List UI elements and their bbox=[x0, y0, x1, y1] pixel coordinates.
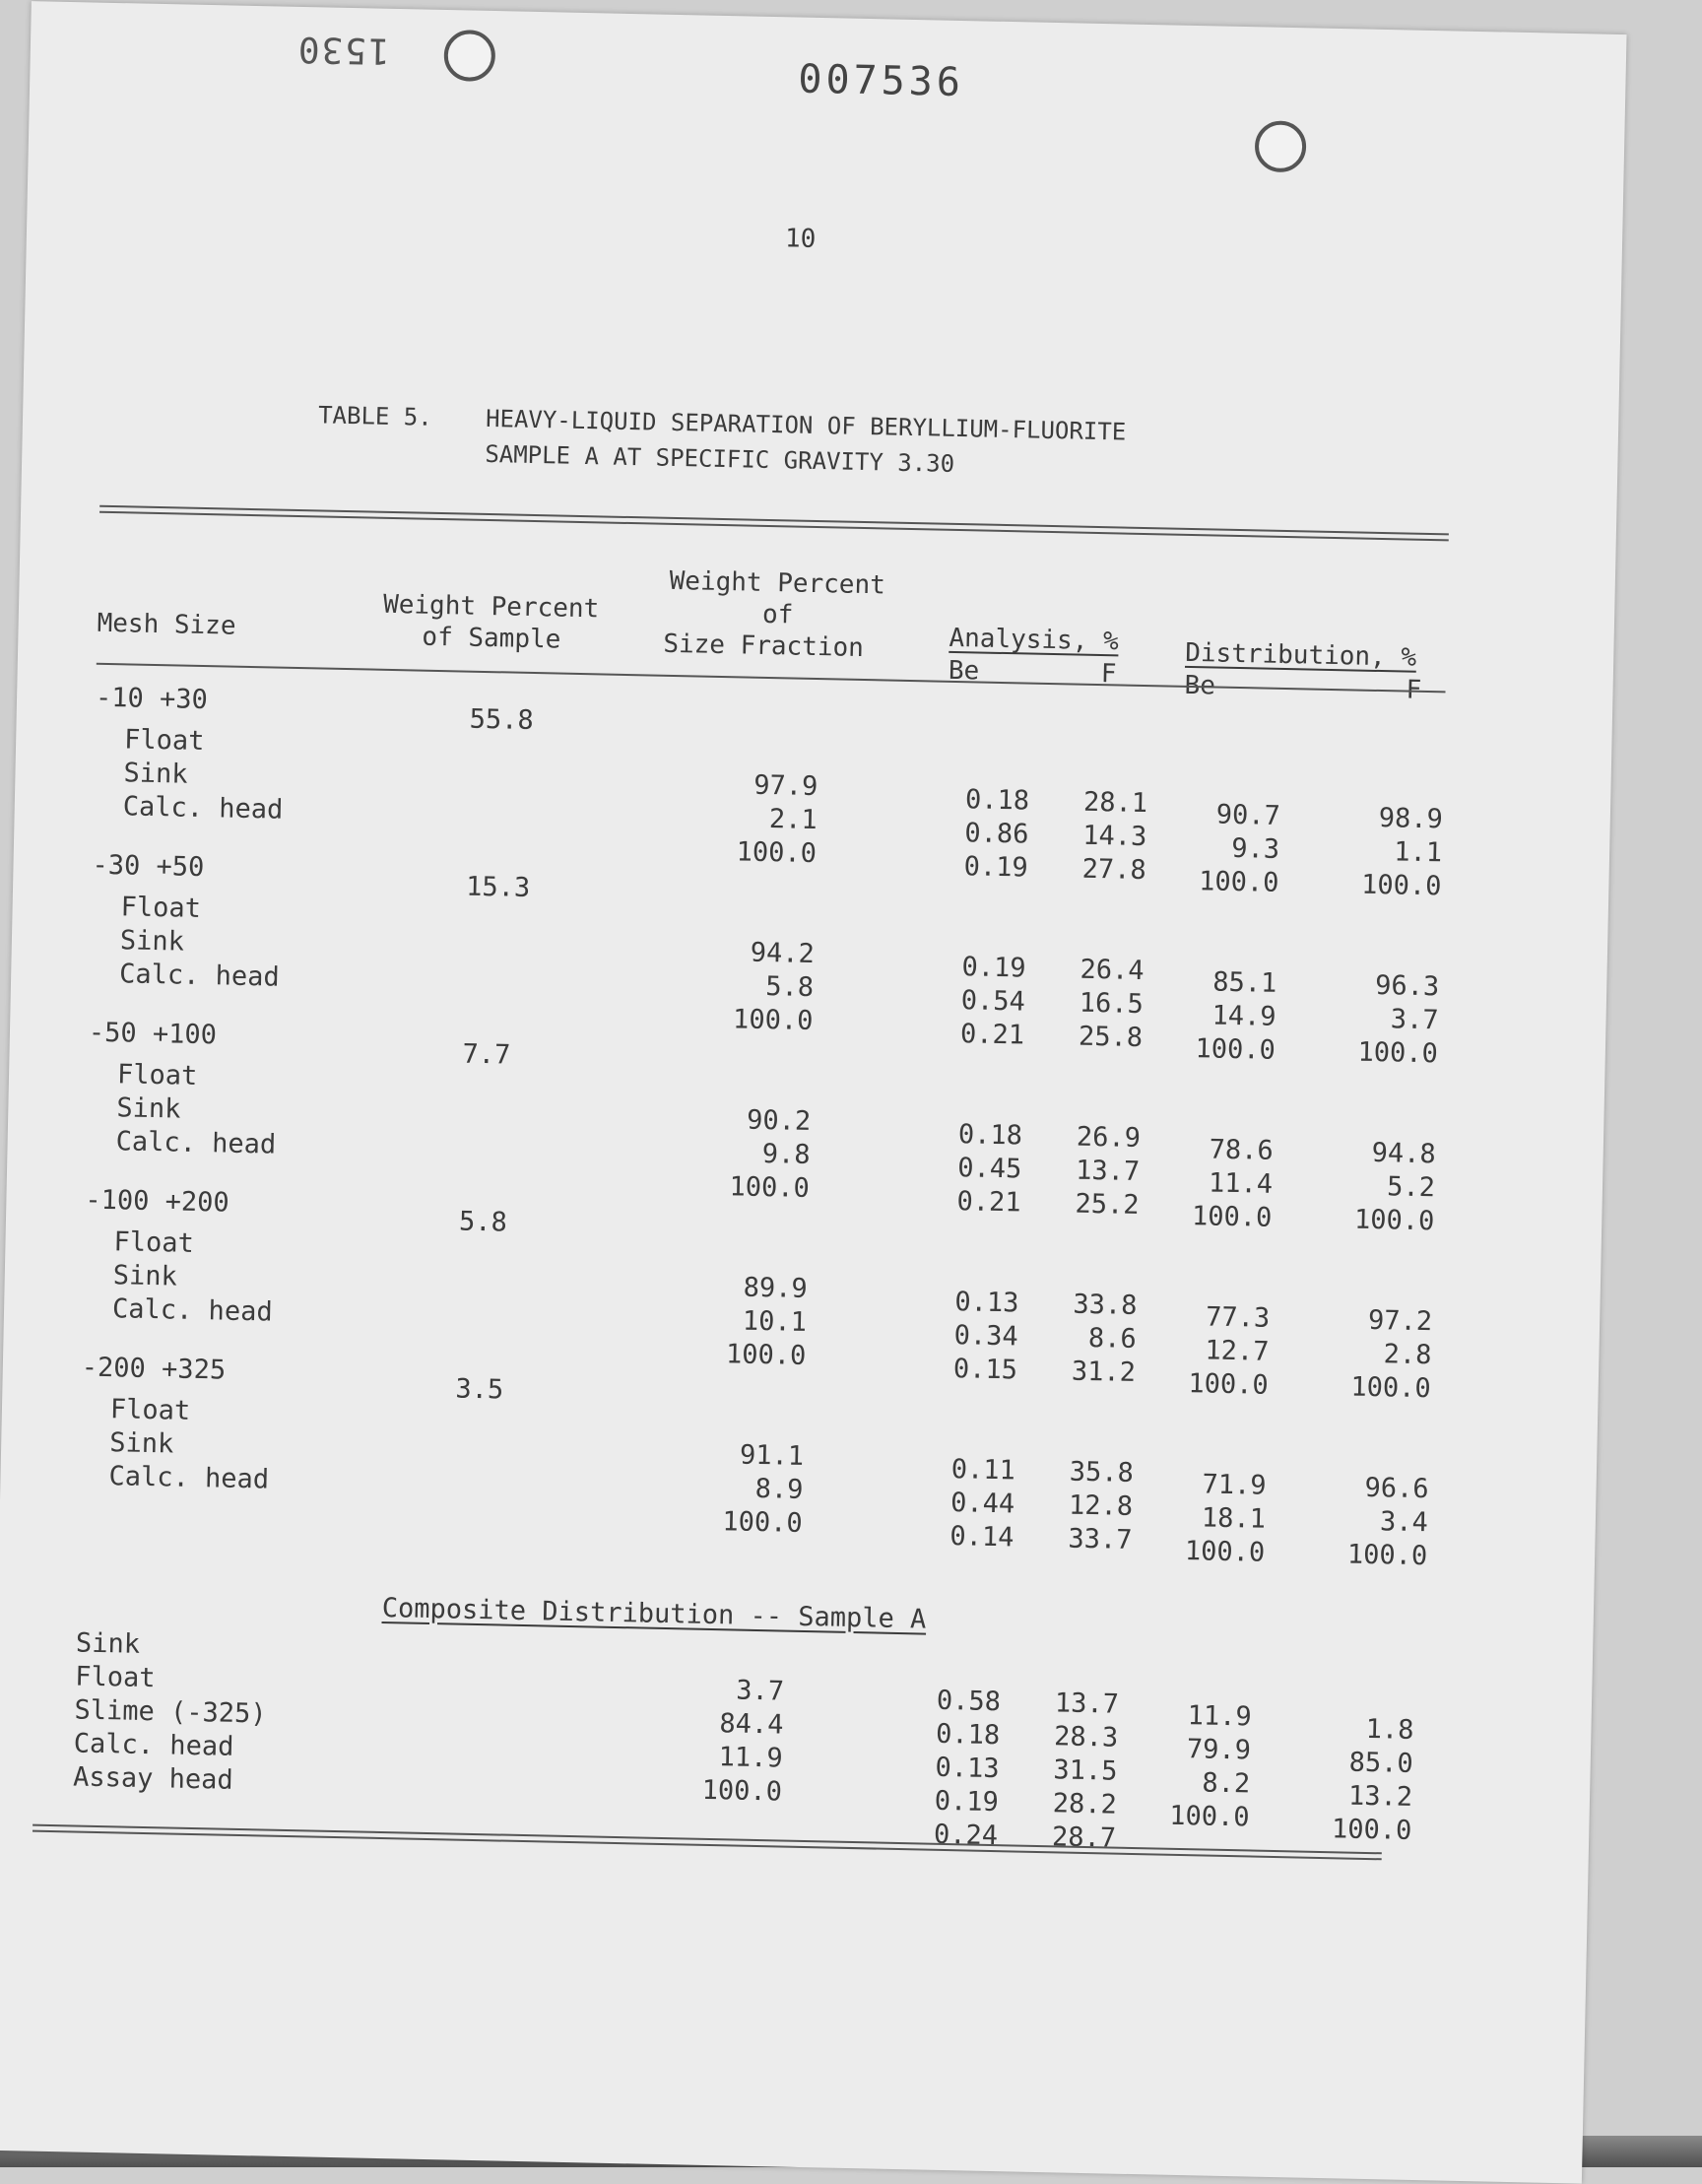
punch-hole-icon bbox=[1255, 120, 1307, 172]
weight-percent-fraction: 90.2 bbox=[746, 1104, 812, 1137]
col-header-distribution-be: Be bbox=[1184, 670, 1216, 701]
col-header-wpf-2: of bbox=[761, 599, 794, 630]
mesh-size-label: -50 +100 bbox=[88, 1017, 218, 1051]
distribution-f: 2.8 bbox=[1383, 1339, 1432, 1371]
analysis-f: 28.1 bbox=[1082, 786, 1148, 820]
analysis-f: 13.7 bbox=[1075, 1155, 1141, 1188]
weight-percent-fraction: 9.8 bbox=[761, 1138, 811, 1170]
top-rule bbox=[99, 505, 1449, 536]
mesh-size-label: -10 +30 bbox=[95, 682, 209, 716]
composite-label: Assay head bbox=[72, 1761, 233, 1796]
distribution-be: 71.9 bbox=[1202, 1469, 1267, 1501]
weight-percent-fraction: 8.9 bbox=[754, 1473, 804, 1505]
composite-title: Composite Distribution -- Sample A bbox=[381, 1592, 927, 1635]
fraction-label: Float bbox=[116, 1059, 198, 1092]
distribution-be: 77.3 bbox=[1205, 1301, 1271, 1334]
analysis-be: 0.54 bbox=[960, 985, 1026, 1018]
bottom-rule bbox=[33, 1830, 1382, 1861]
composite-distribution-be: 11.9 bbox=[1187, 1700, 1253, 1733]
weight-percent-sample: 7.7 bbox=[462, 1038, 511, 1071]
composite-analysis-f: 28.7 bbox=[1051, 1821, 1117, 1854]
composite-label: Sink bbox=[75, 1627, 141, 1660]
composite-distribution-f: 100.0 bbox=[1331, 1814, 1412, 1846]
distribution-f: 100.0 bbox=[1353, 1204, 1435, 1237]
distribution-be: 100.0 bbox=[1195, 1033, 1276, 1066]
analysis-f: 35.8 bbox=[1069, 1456, 1135, 1489]
composite-distribution-f: 1.8 bbox=[1365, 1713, 1414, 1746]
analysis-be: 0.44 bbox=[949, 1488, 1015, 1520]
col-header-analysis-f: F bbox=[1100, 659, 1117, 690]
composite-weight-percent: 84.4 bbox=[719, 1708, 784, 1741]
col-header-wpf-1: Weight Percent bbox=[669, 565, 886, 601]
analysis-f: 33.8 bbox=[1073, 1289, 1138, 1321]
analysis-f: 8.6 bbox=[1087, 1322, 1138, 1355]
analysis-be: 0.86 bbox=[964, 818, 1029, 850]
col-header-mesh: Mesh Size bbox=[97, 608, 236, 641]
analysis-f: 26.4 bbox=[1080, 954, 1145, 987]
table-title-line1: HEAVY-LIQUID SEPARATION OF BERYLLIUM-FLUORITE bbox=[485, 404, 1127, 446]
analysis-be: 0.14 bbox=[949, 1521, 1015, 1554]
distribution-f: 100.0 bbox=[1360, 869, 1442, 902]
weight-percent-fraction: 100.0 bbox=[736, 836, 818, 870]
fraction-label: Float bbox=[109, 1394, 191, 1426]
composite-analysis-be: 0.24 bbox=[933, 1819, 999, 1852]
weight-percent-fraction: 97.9 bbox=[753, 769, 818, 803]
distribution-f: 94.8 bbox=[1371, 1137, 1437, 1170]
composite-label: Calc. head bbox=[73, 1728, 234, 1762]
mesh-size-label: -30 +50 bbox=[92, 849, 205, 884]
document-page bbox=[0, 1, 1627, 2183]
weight-percent-fraction: 94.2 bbox=[750, 937, 816, 970]
col-header-distribution-f: F bbox=[1406, 675, 1422, 705]
analysis-f: 12.8 bbox=[1068, 1489, 1134, 1522]
composite-analysis-be: 0.19 bbox=[934, 1785, 1000, 1819]
distribution-f: 100.0 bbox=[1357, 1036, 1439, 1070]
composite-label: Slime (-325) bbox=[74, 1694, 267, 1730]
distribution-be: 90.7 bbox=[1215, 799, 1281, 831]
distribution-be: 9.3 bbox=[1231, 832, 1280, 865]
analysis-be: 0.34 bbox=[953, 1320, 1019, 1353]
composite-distribution-be: 8.2 bbox=[1202, 1767, 1251, 1800]
col-header-wps-1: Weight Percent bbox=[382, 589, 600, 625]
page-number: 10 bbox=[784, 224, 817, 254]
analysis-f: 26.9 bbox=[1076, 1121, 1142, 1155]
composite-label: Float bbox=[74, 1661, 156, 1694]
table-label: TABLE 5. bbox=[317, 401, 433, 431]
weight-percent-sample: 5.8 bbox=[458, 1206, 508, 1238]
weight-percent-fraction: 89.9 bbox=[743, 1272, 809, 1304]
analysis-f: 25.8 bbox=[1078, 1021, 1144, 1054]
analysis-be: 0.13 bbox=[954, 1287, 1019, 1319]
mesh-size-label: -100 +200 bbox=[85, 1184, 230, 1219]
fraction-label: Sink bbox=[108, 1427, 174, 1460]
fraction-label: Calc. head bbox=[115, 1126, 277, 1160]
fraction-label: Float bbox=[120, 892, 202, 924]
fraction-label: Sink bbox=[123, 758, 188, 790]
distribution-f: 97.2 bbox=[1367, 1304, 1433, 1338]
distribution-be: 100.0 bbox=[1184, 1536, 1266, 1568]
distribution-f: 100.0 bbox=[1346, 1539, 1428, 1572]
distribution-f: 5.2 bbox=[1386, 1171, 1436, 1204]
weight-percent-fraction: 100.0 bbox=[725, 1339, 807, 1371]
fraction-label: Calc. head bbox=[122, 791, 284, 826]
weight-percent-sample: 3.5 bbox=[455, 1373, 504, 1406]
fraction-label: Float bbox=[113, 1226, 195, 1259]
distribution-be: 78.6 bbox=[1209, 1134, 1275, 1166]
analysis-f: 25.2 bbox=[1075, 1188, 1140, 1221]
distribution-f: 96.3 bbox=[1374, 969, 1440, 1003]
weight-percent-sample: 55.8 bbox=[469, 703, 535, 737]
distribution-f: 98.9 bbox=[1378, 803, 1444, 835]
fraction-label: Sink bbox=[112, 1260, 178, 1292]
analysis-be: 0.19 bbox=[963, 851, 1029, 884]
composite-analysis-f: 13.7 bbox=[1054, 1688, 1120, 1720]
distribution-be: 85.1 bbox=[1211, 966, 1277, 999]
distribution-f: 3.7 bbox=[1390, 1004, 1439, 1036]
col-header-distribution: Distribution, % bbox=[1184, 637, 1417, 673]
analysis-be: 0.18 bbox=[964, 784, 1030, 817]
weight-percent-fraction: 10.1 bbox=[742, 1305, 808, 1338]
analysis-f: 14.3 bbox=[1082, 820, 1147, 853]
analysis-be: 0.18 bbox=[957, 1119, 1023, 1152]
composite-distribution-f: 13.2 bbox=[1347, 1780, 1413, 1813]
composite-analysis-f: 31.5 bbox=[1053, 1754, 1118, 1787]
composite-weight-percent: 11.9 bbox=[718, 1742, 784, 1774]
analysis-f: 16.5 bbox=[1079, 987, 1145, 1021]
weight-percent-fraction: 5.8 bbox=[764, 971, 815, 1004]
composite-distribution-be: 79.9 bbox=[1186, 1734, 1252, 1766]
composite-distribution-f: 85.0 bbox=[1348, 1747, 1414, 1779]
weight-percent-fraction: 100.0 bbox=[722, 1506, 804, 1539]
distribution-f: 100.0 bbox=[1350, 1371, 1432, 1405]
distribution-be: 100.0 bbox=[1188, 1368, 1270, 1401]
distribution-be: 14.9 bbox=[1211, 1000, 1276, 1032]
document-number-stamp: 007536 bbox=[797, 56, 965, 106]
analysis-f: 31.2 bbox=[1071, 1356, 1137, 1388]
distribution-be: 100.0 bbox=[1191, 1201, 1273, 1233]
analysis-be: 0.21 bbox=[956, 1186, 1021, 1219]
weight-percent-fraction: 2.1 bbox=[768, 804, 818, 836]
weight-percent-fraction: 100.0 bbox=[732, 1004, 814, 1037]
analysis-f: 27.8 bbox=[1081, 853, 1146, 887]
fraction-label: Float bbox=[123, 724, 205, 758]
weight-percent-fraction: 91.1 bbox=[739, 1439, 805, 1472]
weight-percent-sample: 15.3 bbox=[465, 871, 531, 903]
distribution-f: 1.1 bbox=[1393, 836, 1443, 869]
composite-analysis-be: 0.18 bbox=[935, 1718, 1001, 1752]
weight-percent-fraction: 100.0 bbox=[729, 1171, 811, 1204]
fraction-label: Calc. head bbox=[111, 1293, 273, 1328]
fraction-label: Sink bbox=[116, 1092, 181, 1125]
col-header-analysis: Analysis, % bbox=[949, 623, 1120, 657]
top-rule bbox=[99, 511, 1449, 542]
analysis-be: 0.19 bbox=[961, 952, 1026, 984]
distribution-be: 18.1 bbox=[1201, 1502, 1267, 1535]
composite-analysis-f: 28.2 bbox=[1052, 1788, 1118, 1820]
col-header-analysis-be: Be bbox=[948, 655, 980, 687]
composite-distribution-be: 100.0 bbox=[1168, 1800, 1250, 1833]
fraction-label: Calc. head bbox=[108, 1461, 270, 1495]
composite-weight-percent: 3.7 bbox=[736, 1675, 785, 1707]
composite-analysis-f: 28.3 bbox=[1053, 1721, 1119, 1754]
composite-weight-percent: 100.0 bbox=[701, 1774, 783, 1808]
col-header-wpf-3: Size Fraction bbox=[663, 629, 865, 664]
analysis-be: 0.11 bbox=[950, 1454, 1016, 1487]
distribution-f: 3.4 bbox=[1379, 1506, 1429, 1539]
distribution-be: 11.4 bbox=[1208, 1167, 1274, 1200]
stamp-left: 1530 bbox=[295, 28, 391, 71]
table-title-line2: SAMPLE A AT SPECIFIC GRAVITY 3.30 bbox=[485, 439, 955, 478]
analysis-be: 0.15 bbox=[952, 1354, 1018, 1386]
mesh-size-label: -200 +325 bbox=[81, 1352, 227, 1386]
distribution-f: 96.6 bbox=[1364, 1472, 1429, 1505]
distribution-be: 12.7 bbox=[1205, 1335, 1270, 1367]
fraction-label: Sink bbox=[119, 925, 185, 958]
analysis-be: 0.21 bbox=[959, 1019, 1025, 1051]
distribution-be: 100.0 bbox=[1198, 866, 1279, 898]
analysis-be: 0.45 bbox=[956, 1153, 1022, 1185]
composite-analysis-be: 0.58 bbox=[936, 1685, 1002, 1718]
fraction-label: Calc. head bbox=[118, 959, 281, 993]
composite-analysis-be: 0.13 bbox=[935, 1752, 1000, 1785]
analysis-f: 33.7 bbox=[1068, 1523, 1133, 1555]
col-header-wps-2: of Sample bbox=[422, 622, 561, 655]
punch-hole-icon bbox=[443, 30, 495, 82]
